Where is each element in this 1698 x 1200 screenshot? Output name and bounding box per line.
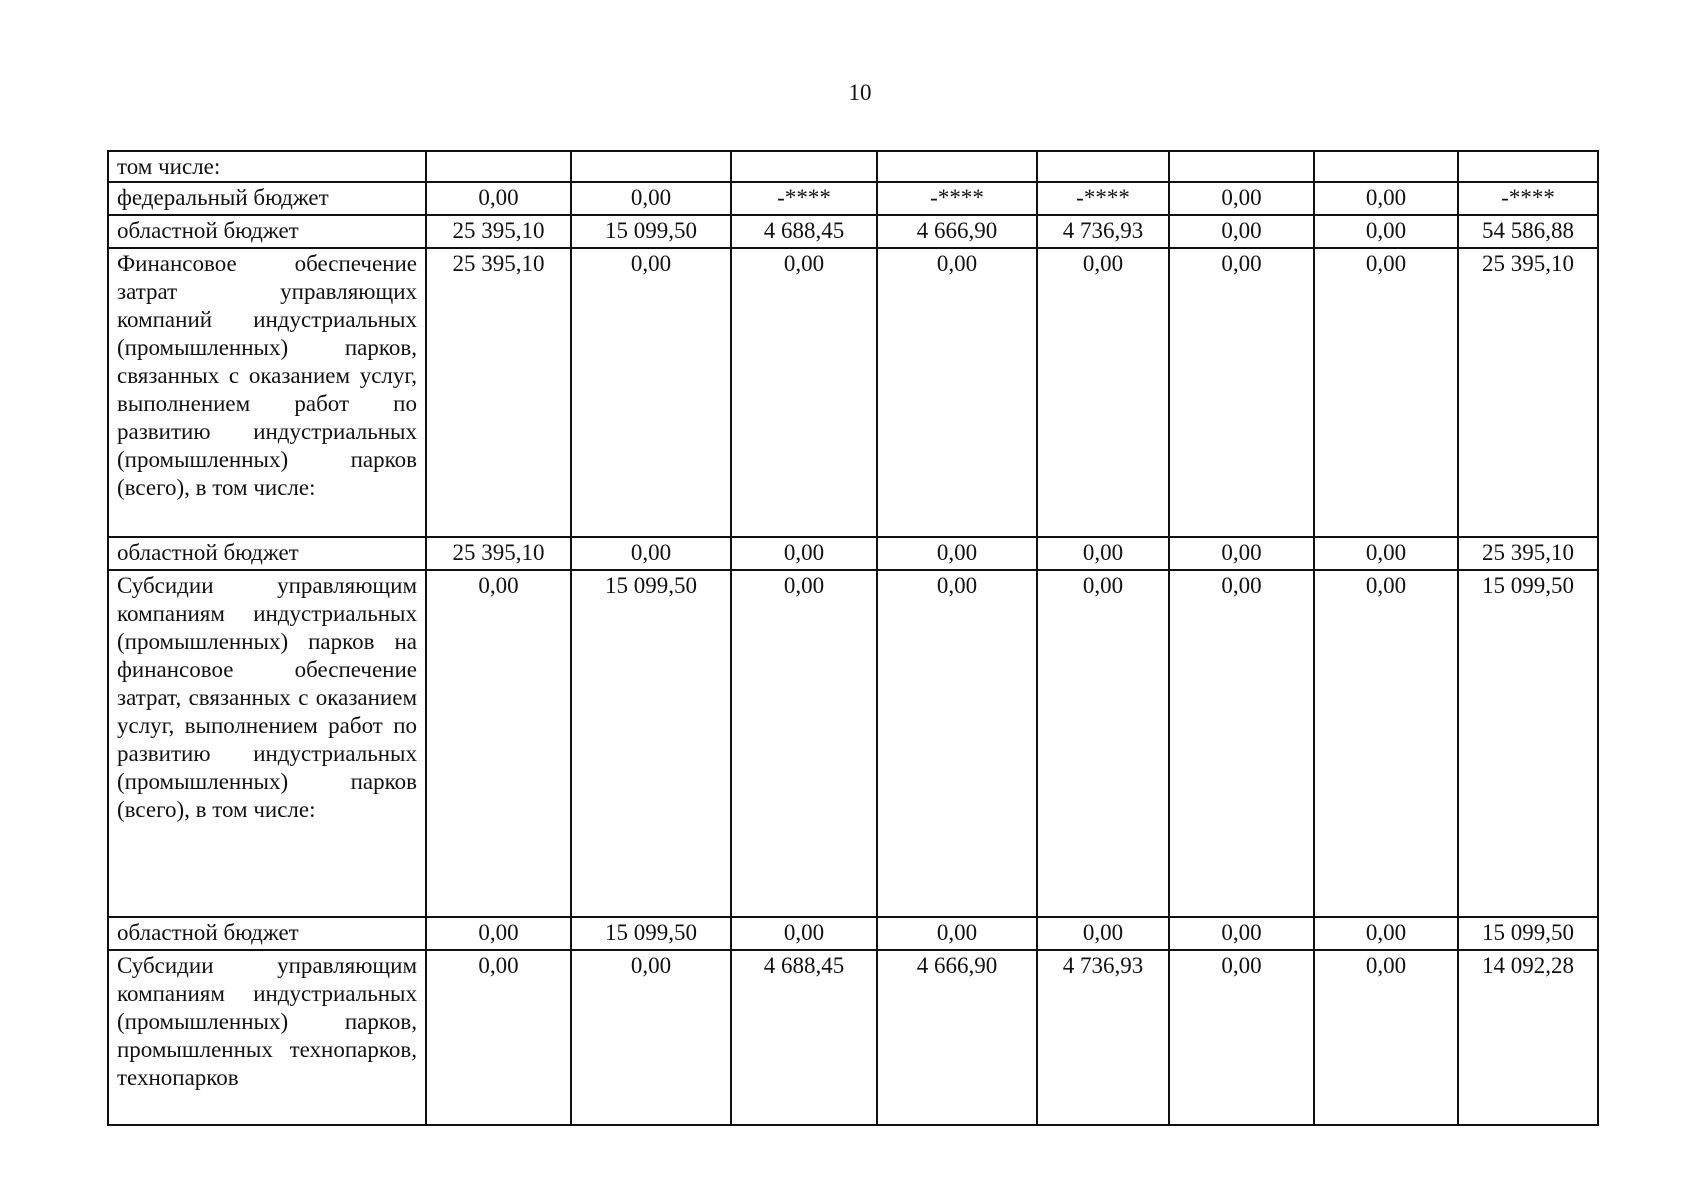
value-cell: -**** — [1037, 182, 1169, 215]
value-cell: 0,00 — [1314, 950, 1458, 1125]
value-cell: 0,00 — [731, 537, 877, 570]
table-row — [108, 248, 1598, 537]
value-cell — [1037, 151, 1169, 182]
table-row — [108, 917, 1598, 950]
row-label: Субсидии управляющим компаниям индустриальных (промышленных) парков, промышленных технопарков, технопарков — [108, 950, 426, 1125]
value-cell: 15 099,50 — [1458, 570, 1598, 917]
value-cell: 4 688,45 — [731, 215, 877, 248]
value-cell: 4 666,90 — [877, 215, 1037, 248]
value-cell: 4 736,93 — [1037, 950, 1169, 1125]
value-cell: 0,00 — [426, 570, 571, 917]
value-cell — [1314, 151, 1458, 182]
value-cell: 0,00 — [426, 950, 571, 1125]
value-cell: 15 099,50 — [571, 215, 731, 248]
value-cell — [877, 151, 1037, 182]
value-cell: 0,00 — [731, 570, 877, 917]
value-cell: 0,00 — [1169, 570, 1314, 917]
budget-table — [107, 150, 1599, 1126]
page-number: 10 — [848, 80, 872, 105]
value-cell: 0,00 — [1037, 537, 1169, 570]
value-cell: 25 395,10 — [426, 537, 571, 570]
value-cell: 0,00 — [426, 182, 571, 215]
value-cell: 0,00 — [1169, 950, 1314, 1125]
value-cell: 25 395,10 — [426, 248, 571, 537]
value-cell: 0,00 — [731, 917, 877, 950]
table-row — [108, 570, 1598, 917]
value-cell: 4 736,93 — [1037, 215, 1169, 248]
value-cell: 0,00 — [1037, 570, 1169, 917]
value-cell: 25 395,10 — [1458, 537, 1598, 570]
value-cell: 4 666,90 — [877, 950, 1037, 1125]
value-cell: 0,00 — [1169, 248, 1314, 537]
row-label: Субсидии управляющим компаниям индустриальных (промышленных) парков на финансовое обеспечение затрат, связанных с оказанием услуг, выполнением работ по развитию индустриальных (промышленных) парков (всего), в том числе: — [108, 570, 426, 917]
value-cell: 0,00 — [1169, 537, 1314, 570]
value-cell: 0,00 — [426, 917, 571, 950]
value-cell: -**** — [1458, 182, 1598, 215]
value-cell: 15 099,50 — [1458, 917, 1598, 950]
value-cell: 0,00 — [877, 917, 1037, 950]
value-cell: 0,00 — [1314, 215, 1458, 248]
value-cell: 0,00 — [571, 950, 731, 1125]
row-label: областной бюджет — [108, 215, 426, 248]
table-row — [108, 215, 1598, 248]
value-cell: 0,00 — [1314, 917, 1458, 950]
value-cell: 25 395,10 — [1458, 248, 1598, 537]
value-cell: 0,00 — [571, 537, 731, 570]
value-cell: 0,00 — [877, 537, 1037, 570]
row-label: Финансовое обеспечение затрат управляющих компаний индустриальных (промышленных) парков, связанных с оказанием услуг, выполнением работ по развитию индустриальных (промышленных) парков (всего), в том числе: — [108, 248, 426, 537]
value-cell: 0,00 — [1037, 917, 1169, 950]
value-cell: 0,00 — [1314, 248, 1458, 537]
value-cell — [1169, 151, 1314, 182]
value-cell: -**** — [877, 182, 1037, 215]
row-label: том числе: — [108, 151, 426, 182]
table-row — [108, 182, 1598, 215]
value-cell: 4 688,45 — [731, 950, 877, 1125]
value-cell — [571, 151, 731, 182]
value-cell — [426, 151, 571, 182]
value-cell: 25 395,10 — [426, 215, 571, 248]
value-cell: 0,00 — [1314, 570, 1458, 917]
table-row — [108, 537, 1598, 570]
value-cell: 0,00 — [1314, 537, 1458, 570]
value-cell: 14 092,28 — [1458, 950, 1598, 1125]
row-label: областной бюджет — [108, 537, 426, 570]
value-cell — [731, 151, 877, 182]
row-label: федеральный бюджет — [108, 182, 426, 215]
value-cell: 0,00 — [1314, 182, 1458, 215]
table-row — [108, 950, 1598, 1125]
value-cell: 0,00 — [571, 182, 731, 215]
value-cell: 0,00 — [731, 248, 877, 537]
value-cell: 0,00 — [877, 570, 1037, 917]
table-row — [108, 151, 1598, 182]
table-body — [108, 151, 1598, 1125]
value-cell: 15 099,50 — [571, 917, 731, 950]
value-cell: 0,00 — [1169, 215, 1314, 248]
value-cell — [1458, 151, 1598, 182]
value-cell: 0,00 — [1037, 248, 1169, 537]
value-cell: 0,00 — [1169, 182, 1314, 215]
value-cell: 15 099,50 — [571, 570, 731, 917]
value-cell: 0,00 — [1169, 917, 1314, 950]
value-cell: -**** — [731, 182, 877, 215]
value-cell: 54 586,88 — [1458, 215, 1598, 248]
row-label: областной бюджет — [108, 917, 426, 950]
value-cell: 0,00 — [877, 248, 1037, 537]
value-cell: 0,00 — [571, 248, 731, 537]
